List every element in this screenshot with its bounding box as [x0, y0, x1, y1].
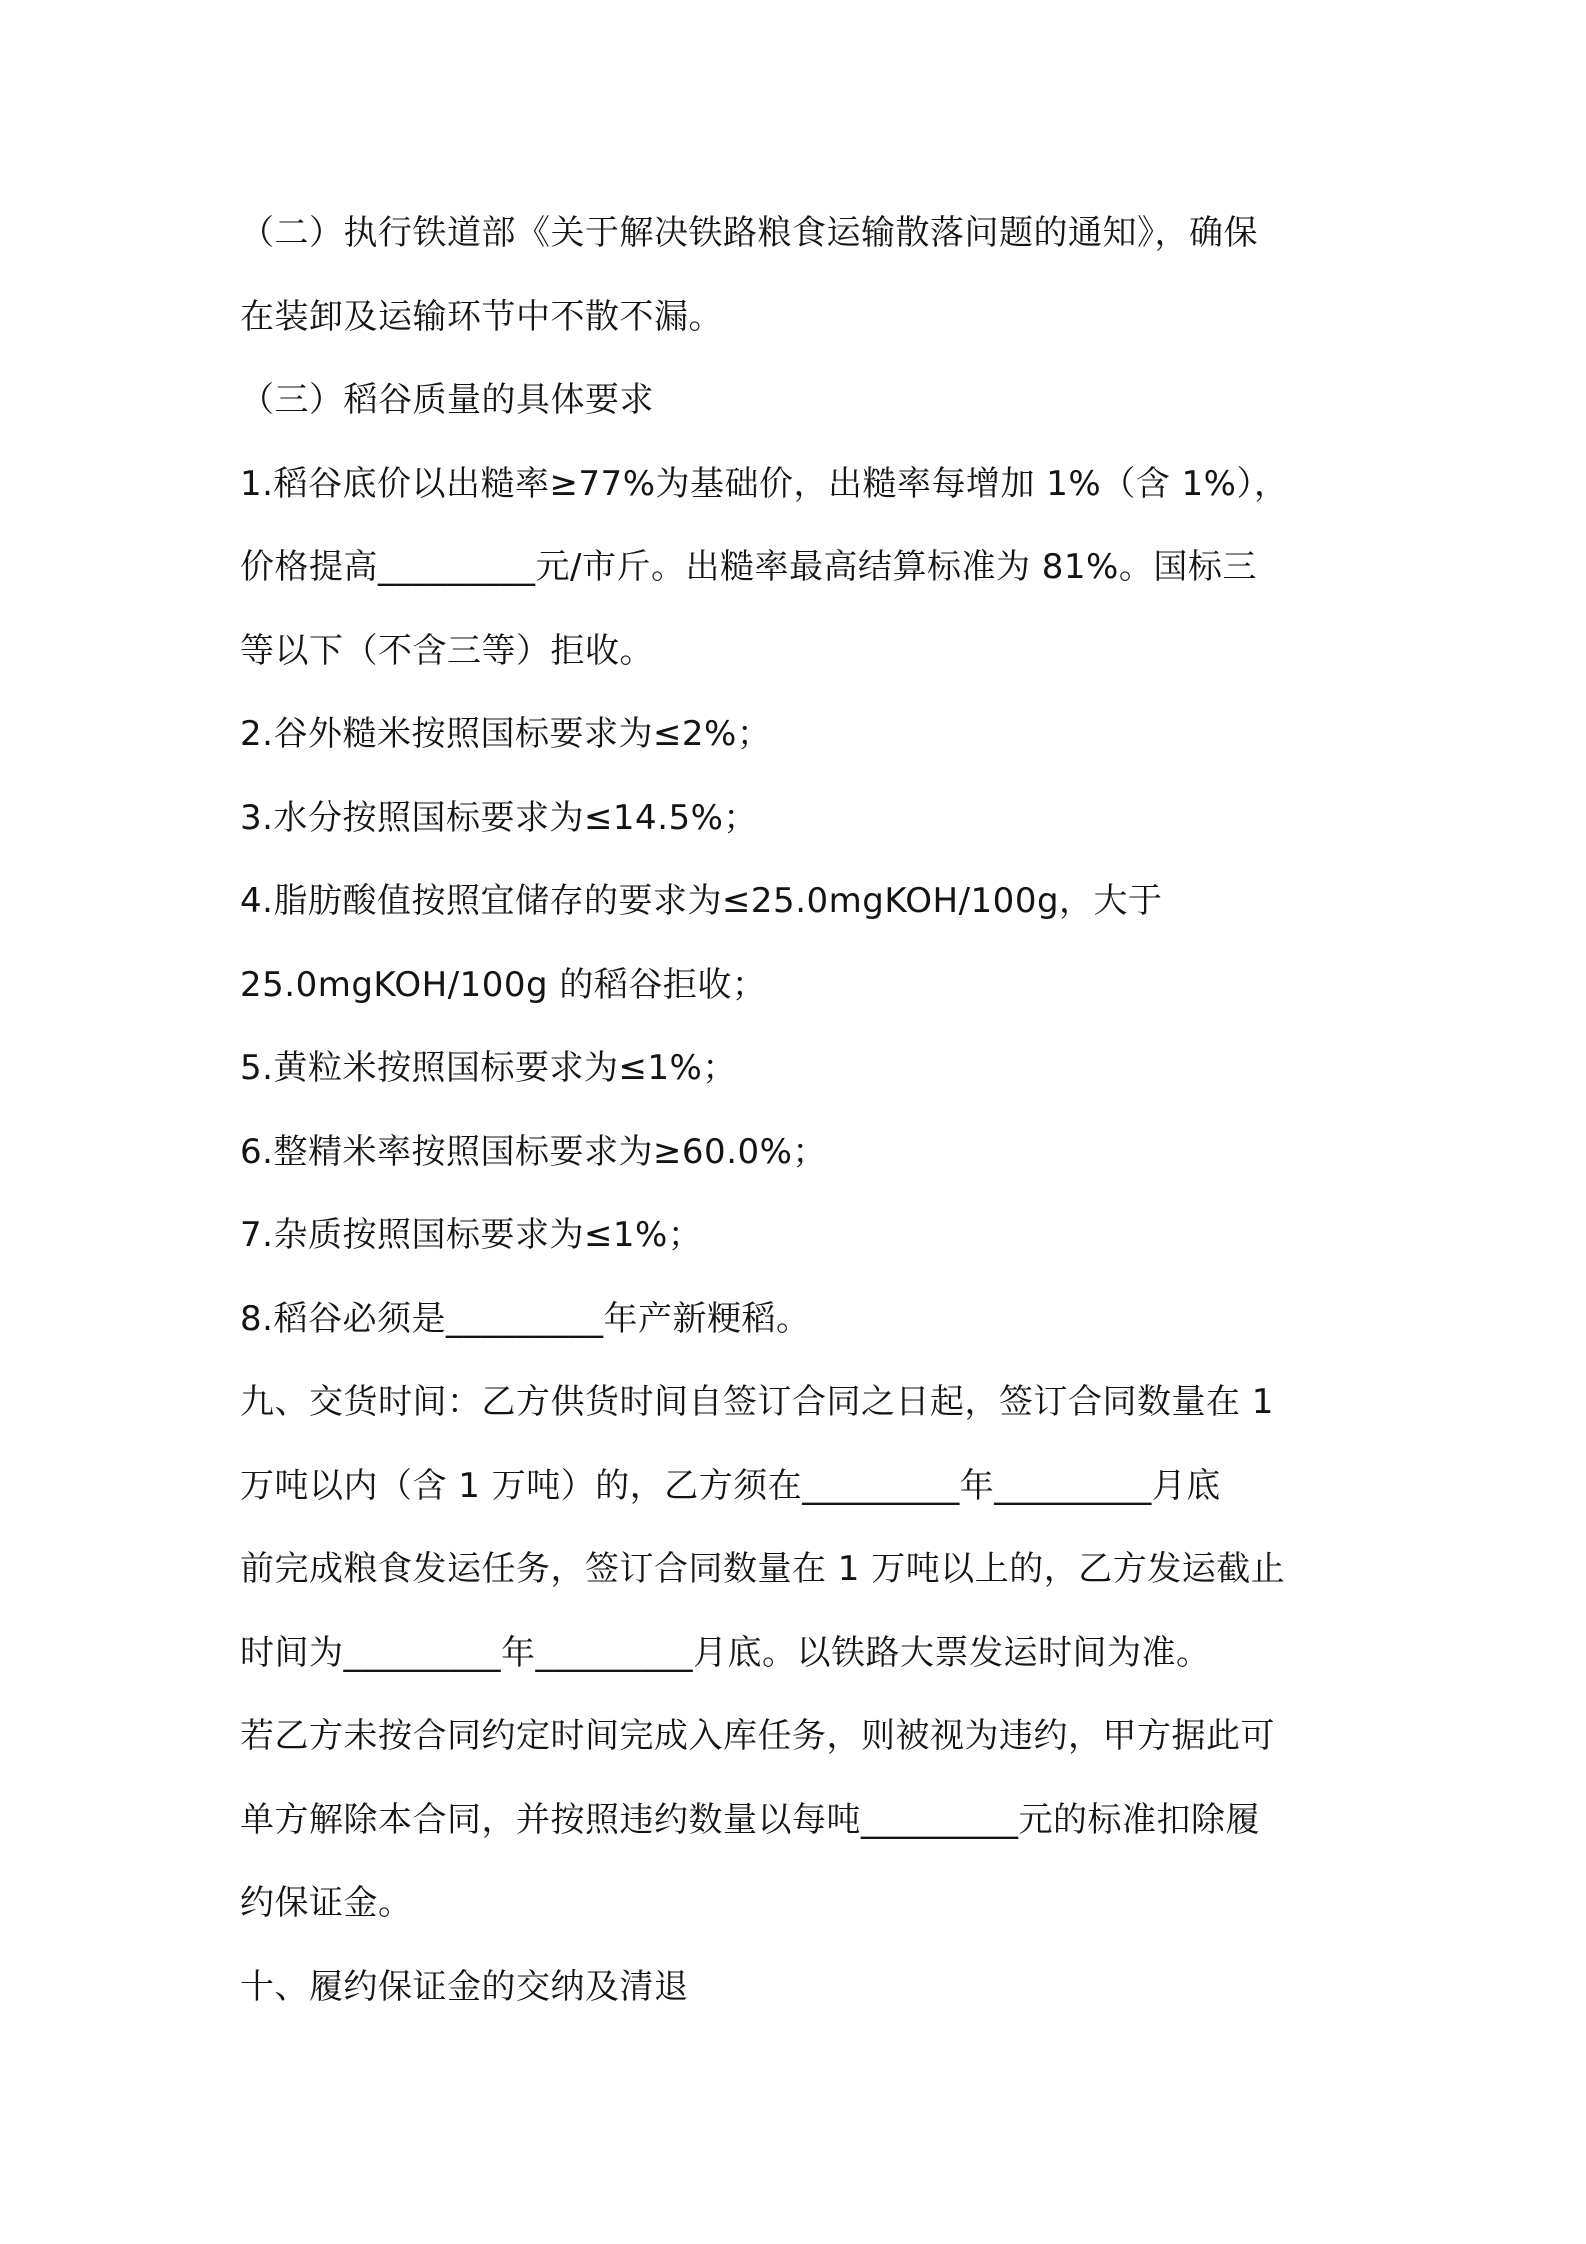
text-line: 在装卸及运输环节中不散不漏。 [240, 296, 723, 337]
list-item: 8.稻谷必须是_________年产新粳稻。 [240, 1298, 811, 1339]
text-line: 1.稻谷底价以出糙率≥77%为基础价，出糙率每增加 1%（含 1%）， [240, 463, 1289, 504]
text-line: 价格提高_________元/市斤。出糙率最高结算标准为 81%。国标三 [240, 547, 1257, 587]
section-heading: 十、履约保证金的交纳及清退 [240, 1966, 689, 2007]
section-heading: 九、交货时间：乙方供货时间自签订合同之日起，签订合同数量在 1 [240, 1382, 1274, 1422]
document-body [240, 192, 1360, 2029]
section-heading: （三）稻谷质量的具体要求 [240, 380, 654, 420]
list-item: 2.谷外糙米按照国标要求为≤2%； [240, 714, 772, 754]
text-line: 若乙方未按合同约定时间完成入库任务，则被视为违约，甲方据此可 [240, 1716, 1275, 1756]
text-line: 25.0mgKOH/100g 的稻谷拒收； [240, 964, 767, 1005]
text-line: 时间为_________年_________月底。以铁路大票发运时间为准。 [240, 1632, 1211, 1673]
list-item: 3.水分按照国标要求为≤14.5%； [240, 797, 758, 838]
text-line: 单方解除本合同，并按照违约数量以每吨_________元的标准扣除履 [240, 1799, 1260, 1840]
list-item: 4.脂肪酸值按照宜储存的要求为≤25.0mgKOH/100g，大于 [240, 881, 1163, 921]
list-item: 5.黄粒米按照国标要求为≤1%； [240, 1048, 737, 1088]
text-line: 等以下（不含三等）拒收。 [240, 630, 654, 671]
text-line: 万吨以内（含 1 万吨）的，乙方须在_________年_________月底 [240, 1465, 1221, 1506]
text-line: 约保证金。 [240, 1883, 413, 1923]
list-item: 6.整精米率按照国标要求为≥60.0%； [240, 1131, 827, 1172]
list-item: 7.杂质按照国标要求为≤1%； [240, 1215, 703, 1255]
text-line: （二）执行铁道部《关于解决铁路粮食运输散落问题的通知》，确保 [240, 213, 1258, 253]
text-line: 前完成粮食发运任务，签订合同数量在 1 万吨以上的，乙方发运截止 [240, 1549, 1286, 1589]
